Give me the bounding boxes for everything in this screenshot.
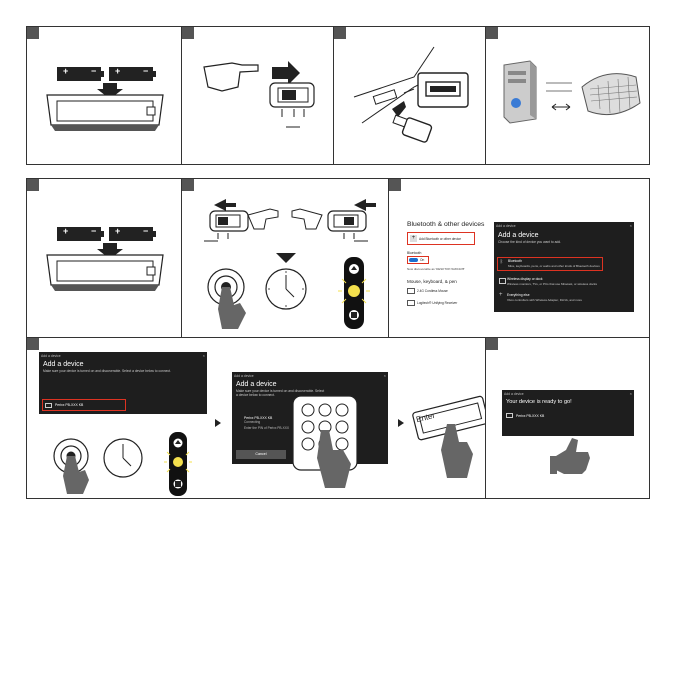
add-device-dialog-choose-type — [494, 222, 634, 312]
close-icon[interactable]: × — [629, 223, 632, 228]
dialog-subtitle: Make sure your device is turned on and discoverable. Select a device below to connect. — [43, 369, 171, 373]
panel-bt-step-5-ready — [485, 337, 650, 499]
device-row-mouse[interactable] — [407, 288, 497, 294]
dialog-heading: Your device is ready to go! — [506, 399, 572, 405]
panel-step-2-power-switch — [181, 26, 334, 165]
dialog-heading: Add a device — [43, 361, 84, 368]
window-title: Add a device — [41, 353, 61, 358]
battery-install-illustration — [27, 27, 183, 166]
battery-install-illustration — [27, 179, 183, 339]
battery-2-plus: + — [115, 226, 121, 236]
panel-bt-step-4-select-device — [26, 337, 486, 499]
option-everything-else[interactable] — [497, 292, 617, 304]
pin-prompt: Enter the PIN of Perixx PB-XXX — [244, 426, 289, 430]
cancel-button[interactable]: Cancel — [236, 450, 286, 459]
dialog-heading: Add a device — [498, 232, 539, 239]
bluetooth-settings-panel — [407, 221, 497, 306]
bluetooth-toggle[interactable] — [407, 256, 429, 264]
step-number — [389, 179, 401, 191]
option-title: Bluetooth — [508, 259, 522, 263]
window-title: Add a device — [234, 373, 254, 378]
dialog-subtitle: Make sure your device is turned on and discoverable. Select a device below to connect. — [236, 389, 325, 397]
close-icon[interactable]: × — [383, 373, 386, 378]
option-wireless-display[interactable] — [497, 276, 617, 288]
battery-1-minus: − — [91, 226, 97, 236]
thumbs-up-icon — [486, 338, 651, 500]
add-device-button[interactable] — [407, 232, 475, 245]
add-device-label: Add Bluetooth or other device — [419, 236, 461, 241]
option-title: Everything else — [507, 293, 530, 297]
section-heading: Mouse, keyboard, & pen — [407, 279, 457, 284]
monitor-icon — [499, 278, 506, 284]
discoverable-text: Now discoverable as 'DESKTOP-5A8C1P8' — [407, 267, 465, 271]
panel-bt-step-1-batteries — [26, 178, 182, 338]
option-title: Wireless display or dock — [507, 277, 543, 281]
option-desc: Xbox controllers with Wireless Adapter, DLNA, and more — [507, 297, 583, 302]
battery-2-minus: − — [143, 226, 149, 236]
bluetooth-icon: ᛒ — [500, 259, 504, 265]
bluetooth-label: Bluetooth — [407, 251, 422, 255]
battery-1-plus: + — [63, 66, 69, 76]
panel-step-3-usb-receiver — [333, 26, 486, 165]
keyboard-icon — [407, 300, 415, 306]
battery-2-plus: + — [115, 66, 121, 76]
dialog-heading: Add a device — [236, 381, 277, 388]
enter-key-label: Enter — [415, 410, 436, 425]
plus-icon: + — [499, 292, 503, 298]
usb-receiver-illustration — [334, 27, 487, 166]
device-name: Perixx PB-XXX KB — [55, 403, 84, 407]
toggle-switch-icon — [409, 258, 418, 262]
panel-bt-step-3-windows-settings — [388, 178, 650, 338]
option-desc: Mice, keyboards, pens, or audio and other kinds of Bluetooth devices — [508, 263, 600, 268]
device-row-receiver[interactable] — [407, 300, 497, 306]
option-desc: Wireless monitors, TVs, or PCs that use Miracast, or wireless docks — [507, 281, 597, 286]
panel-bt-step-2-switch-and-button — [181, 178, 389, 338]
close-icon[interactable]: × — [202, 353, 205, 358]
panel-step-1-batteries — [26, 26, 182, 165]
battery-1-minus: − — [91, 66, 97, 76]
close-icon[interactable]: × — [629, 391, 632, 396]
option-bluetooth[interactable] — [497, 257, 603, 271]
connecting-status: Connecting — [244, 420, 261, 424]
power-switch-illustration — [182, 27, 335, 166]
battery-2-minus: − — [143, 66, 149, 76]
window-title: Add a device — [496, 223, 516, 228]
window-title: Add a device — [504, 391, 524, 396]
device-name: 2.4G Cordless Mouse — [417, 289, 448, 293]
toggle-state: On — [420, 258, 425, 262]
dialog-subtitle: Choose the kind of device you want to add. — [498, 240, 562, 244]
device-name: Perixx PB-XXX KB — [244, 416, 273, 420]
switch-connect-illustration — [182, 179, 390, 339]
device-name: Perixx PB-XXX KB — [516, 413, 545, 418]
battery-1-plus: + — [63, 226, 69, 236]
keyboard-icon — [407, 288, 415, 294]
computer-keyboard-illustration — [486, 27, 651, 166]
plus-icon: + — [411, 235, 416, 241]
panel-step-4-pair-computer — [485, 26, 650, 165]
device-name: Logitech® Unifying Receiver — [417, 301, 458, 305]
settings-title: Bluetooth & other devices — [407, 221, 485, 228]
